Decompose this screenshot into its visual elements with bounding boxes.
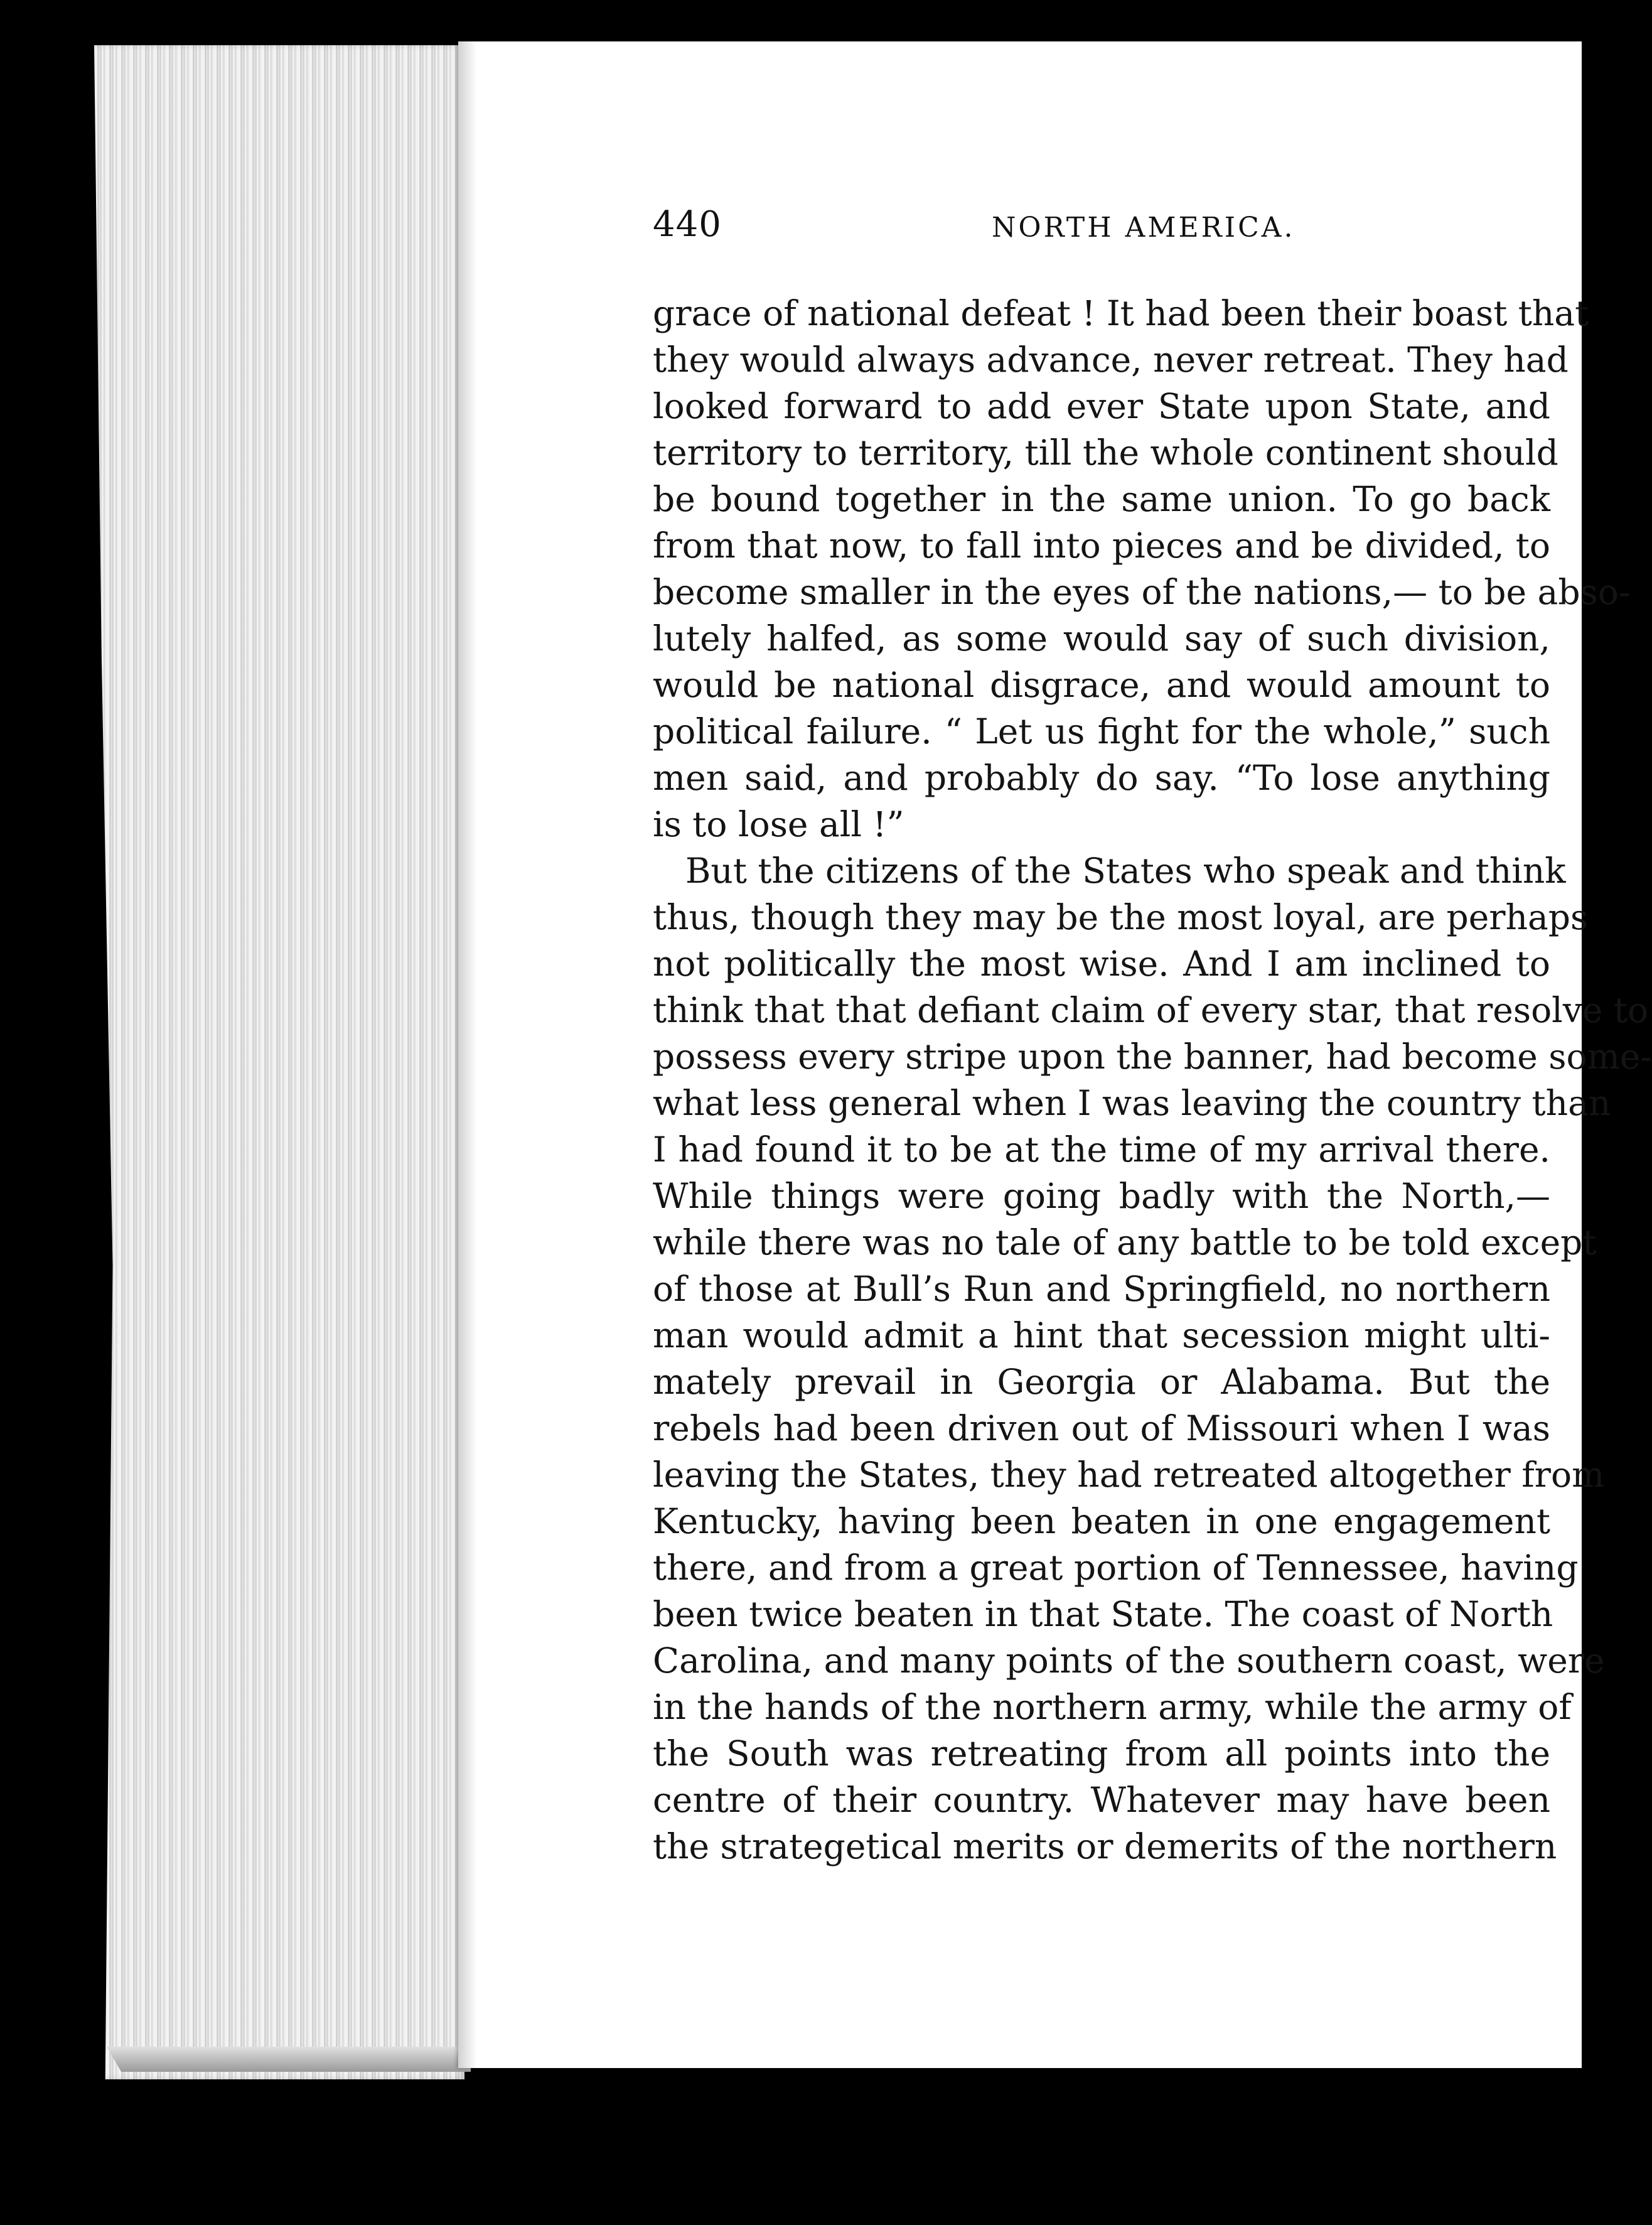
text-line: the South was retreating from all points into the bbox=[653, 1733, 1550, 1774]
text-line: lutely halfed, as some would say of such division, bbox=[653, 618, 1550, 659]
text-line: mately prevail in Georgia or Alabama. But the bbox=[653, 1362, 1550, 1402]
text-line: is to lose all !” bbox=[653, 804, 904, 844]
text-line: men said, and probably do say. “To lose anything bbox=[653, 758, 1550, 798]
text-line: be bound together in the same union. To go back bbox=[653, 479, 1550, 519]
text-line: man would admit a hint that secession might ulti- bbox=[653, 1315, 1550, 1355]
text-line: become smaller in the eyes of the nations,— to be abso- bbox=[653, 572, 1631, 612]
text-line: been twice beaten in that State. The coast of North bbox=[653, 1594, 1553, 1634]
text-line: Carolina, and many points of the southern coast, were bbox=[653, 1640, 1605, 1681]
text-line: from that now, to fall into pieces and be divided, to bbox=[653, 525, 1550, 566]
spine-shadow bbox=[458, 41, 477, 2068]
text-line: would be national disgrace, and would amount to bbox=[653, 665, 1550, 705]
text-line: of those at Bull’s Run and Springfield, no northern bbox=[653, 1269, 1550, 1309]
text-line: rebels had been driven out of Missouri when I was bbox=[653, 1408, 1550, 1448]
text-line: there, and from a great portion of Tennessee, having bbox=[653, 1548, 1579, 1588]
body-text bbox=[653, 290, 1652, 1870]
running-head: NORTH AMERICA. bbox=[992, 212, 1295, 244]
text-line: While things were going badly with the North,— bbox=[653, 1176, 1550, 1216]
text-line: grace of national defeat ! It had been their boast that bbox=[653, 293, 1589, 333]
text-line: while there was no tale of any battle to be told except bbox=[653, 1222, 1597, 1263]
text-line: they would always advance, never retreat. They had bbox=[653, 340, 1569, 380]
book-page-edges-bottom bbox=[107, 2047, 471, 2072]
text-line: what less general when I was leaving the country than bbox=[653, 1083, 1611, 1123]
page-header bbox=[653, 204, 1557, 261]
text-line: But the citizens of the States who speak and think bbox=[685, 851, 1566, 891]
book-page-edges bbox=[94, 45, 464, 2079]
text-line: I had found it to be at the time of my arrival there. bbox=[653, 1129, 1550, 1170]
text-line: centre of their country. Whatever may have been bbox=[653, 1780, 1550, 1820]
text-line: looked forward to add ever State upon State, and bbox=[653, 386, 1550, 426]
text-line: not politically the most wise. And I am inclined to bbox=[653, 944, 1550, 984]
text-line: political failure. “ Let us fight for the whole,” such bbox=[653, 711, 1550, 752]
text-line: Kentucky, having been beaten in one engagement bbox=[653, 1501, 1550, 1541]
text-line: territory to territory, till the whole continent should bbox=[653, 433, 1558, 473]
text-line: possess every stripe upon the banner, had become some- bbox=[653, 1037, 1652, 1077]
page-number: 440 bbox=[653, 204, 722, 245]
text-line: think that that defiant claim of every star, that resolve to bbox=[653, 990, 1649, 1030]
text-line: thus, though they may be the most loyal, are perhaps bbox=[653, 897, 1589, 937]
text-line: leaving the States, they had retreated altogether from bbox=[653, 1455, 1605, 1495]
text-line: the strategetical merits or demerits of the northern bbox=[653, 1826, 1557, 1867]
text-line: in the hands of the northern army, while the army of bbox=[653, 1687, 1572, 1727]
